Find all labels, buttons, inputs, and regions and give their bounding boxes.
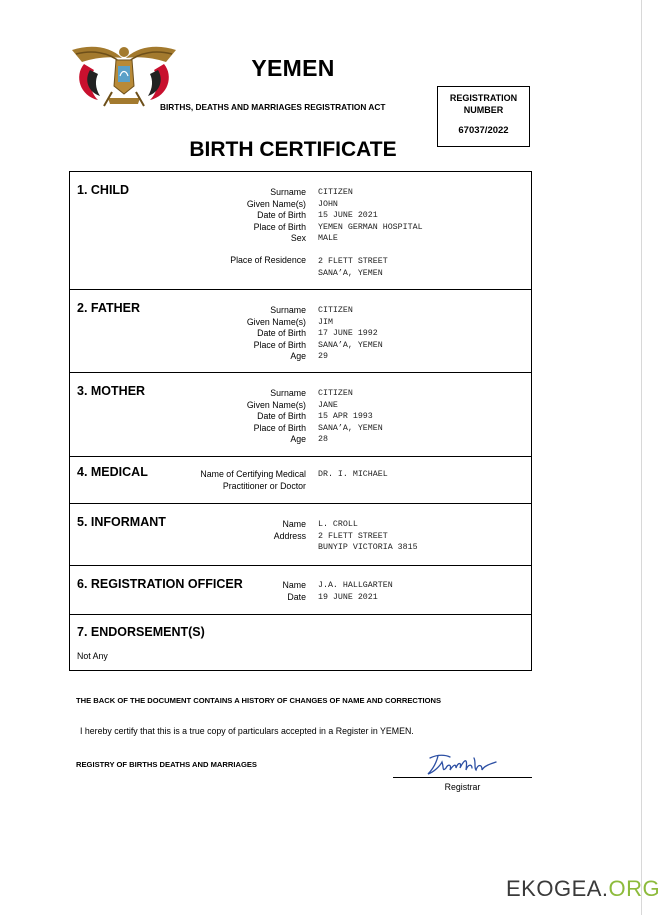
field-value: YEMEN GERMAN HOSPITAL xyxy=(318,222,423,232)
residence-label: Place of Residence xyxy=(230,255,306,265)
field-values xyxy=(318,580,393,603)
field-values xyxy=(318,469,388,481)
field-label: Place of Birth xyxy=(253,339,306,350)
field-label: Surname xyxy=(270,305,306,315)
watermark-part2: ORG xyxy=(608,876,660,901)
field-labels xyxy=(247,388,306,446)
field-label: Name xyxy=(282,519,306,529)
field-labels xyxy=(247,187,306,245)
section-mother xyxy=(70,372,531,457)
document-title: BIRTH CERTIFICATE xyxy=(189,138,397,161)
field-value: SANA’A, YEMEN xyxy=(318,340,383,350)
field-label: Surname xyxy=(270,187,306,197)
field-value: MALE xyxy=(318,234,338,244)
field-values xyxy=(318,388,383,446)
field-label: Date of Birth xyxy=(257,411,306,422)
field-value: 19 JUNE 2021 xyxy=(318,592,378,602)
field-value: JOHN xyxy=(318,199,338,209)
registration-number-box xyxy=(437,86,530,147)
field-value: JANE xyxy=(318,400,338,410)
section-father xyxy=(70,289,531,373)
field-values xyxy=(318,187,423,245)
field-value: L. CROLL xyxy=(318,520,358,529)
field-label: Name of Certifying Medical xyxy=(200,469,306,479)
field-values xyxy=(318,305,383,363)
section-heading: 5. INFORMANT xyxy=(77,515,166,529)
field-label: Age xyxy=(290,351,306,362)
field-labels xyxy=(274,519,306,542)
registration-number: 67037/2022 xyxy=(458,125,509,136)
field-label: Sex xyxy=(290,233,306,244)
field-value: 15 APR 1993 xyxy=(318,412,373,422)
field-values xyxy=(318,519,418,554)
section-heading: 2. FATHER xyxy=(77,301,140,315)
registrar-label: Registrar xyxy=(444,782,481,792)
field-label: Given Name(s) xyxy=(246,316,306,327)
field-label: Practitioner or Doctor xyxy=(222,480,306,491)
registry-name: REGISTRY OF BIRTHS DEATHS AND MARRIAGES xyxy=(76,760,257,769)
field-label: Name xyxy=(282,580,306,590)
field-value: CITIZEN xyxy=(318,306,353,315)
field-value: CITIZEN xyxy=(318,389,353,398)
field-label: Given Name(s) xyxy=(246,198,306,209)
field-value: DR. I. MICHAEL xyxy=(318,470,388,479)
field-value: 28 xyxy=(318,435,328,445)
field-value: CITIZEN xyxy=(318,188,353,197)
field-value: BUNYIP VICTORIA 3815 xyxy=(318,543,418,553)
back-of-document-notice: THE BACK OF THE DOCUMENT CONTAINS A HISTORY OF CHANGES OF NAME AND CORRECTIONS xyxy=(76,696,442,705)
residence-values xyxy=(318,256,388,279)
field-labels xyxy=(283,580,306,603)
field-value: 2 FLETT STREET xyxy=(318,531,388,541)
registrar-signature xyxy=(424,752,500,778)
page-edge xyxy=(641,0,642,915)
registration-act: BIRTHS, DEATHS AND MARRIAGES REGISTRATION ACT xyxy=(160,102,386,112)
registration-number-label: REGISTRATION NUMBER xyxy=(449,93,518,115)
field-labels xyxy=(200,469,306,492)
field-value: 15 JUNE 2021 xyxy=(318,211,378,221)
section-informant xyxy=(70,503,531,566)
watermark-part1: EKOGEA. xyxy=(506,876,609,901)
field-label: Age xyxy=(290,434,306,445)
field-label: Date xyxy=(287,591,306,602)
field-value: J.A. HALLGARTEN xyxy=(318,581,393,590)
section-heading: 3. MOTHER xyxy=(77,384,146,398)
field-label: Surname xyxy=(270,388,306,398)
field-value: 2 FLETT STREET xyxy=(318,257,388,266)
field-value: JIM xyxy=(318,317,333,327)
section-endorsement xyxy=(70,614,531,671)
watermark xyxy=(506,876,660,902)
field-label: Address xyxy=(273,530,306,541)
section-heading: 4. MEDICAL xyxy=(77,465,148,479)
field-label: Place of Birth xyxy=(253,422,306,433)
field-value: SANA’A, YEMEN xyxy=(318,268,383,278)
signature-line xyxy=(393,777,532,778)
field-value: 17 JUNE 1992 xyxy=(318,329,378,339)
endorsement-text: Not Any xyxy=(77,651,108,661)
field-value: 29 xyxy=(318,352,328,362)
field-label: Place of Birth xyxy=(253,221,306,232)
field-label: Date of Birth xyxy=(257,210,306,221)
section-medical xyxy=(70,456,531,504)
country-name: YEMEN xyxy=(251,55,335,81)
section-registration-officer xyxy=(70,565,531,615)
section-child xyxy=(70,172,531,289)
certification-statement: I hereby certify that this is a true copy of particulars accepted in a Register in YEMEN. xyxy=(80,726,414,736)
section-heading: 7. ENDORSEMENT(S) xyxy=(77,625,205,639)
certificate-table xyxy=(69,171,532,671)
section-heading: 6. REGISTRATION OFFICER xyxy=(77,577,243,591)
field-label: Date of Birth xyxy=(257,328,306,339)
field-value: SANA’A, YEMEN xyxy=(318,423,383,433)
field-labels xyxy=(247,305,306,363)
yemen-emblem-icon xyxy=(68,42,180,108)
section-heading: 1. CHILD xyxy=(77,183,130,197)
field-label: Given Name(s) xyxy=(246,399,306,410)
